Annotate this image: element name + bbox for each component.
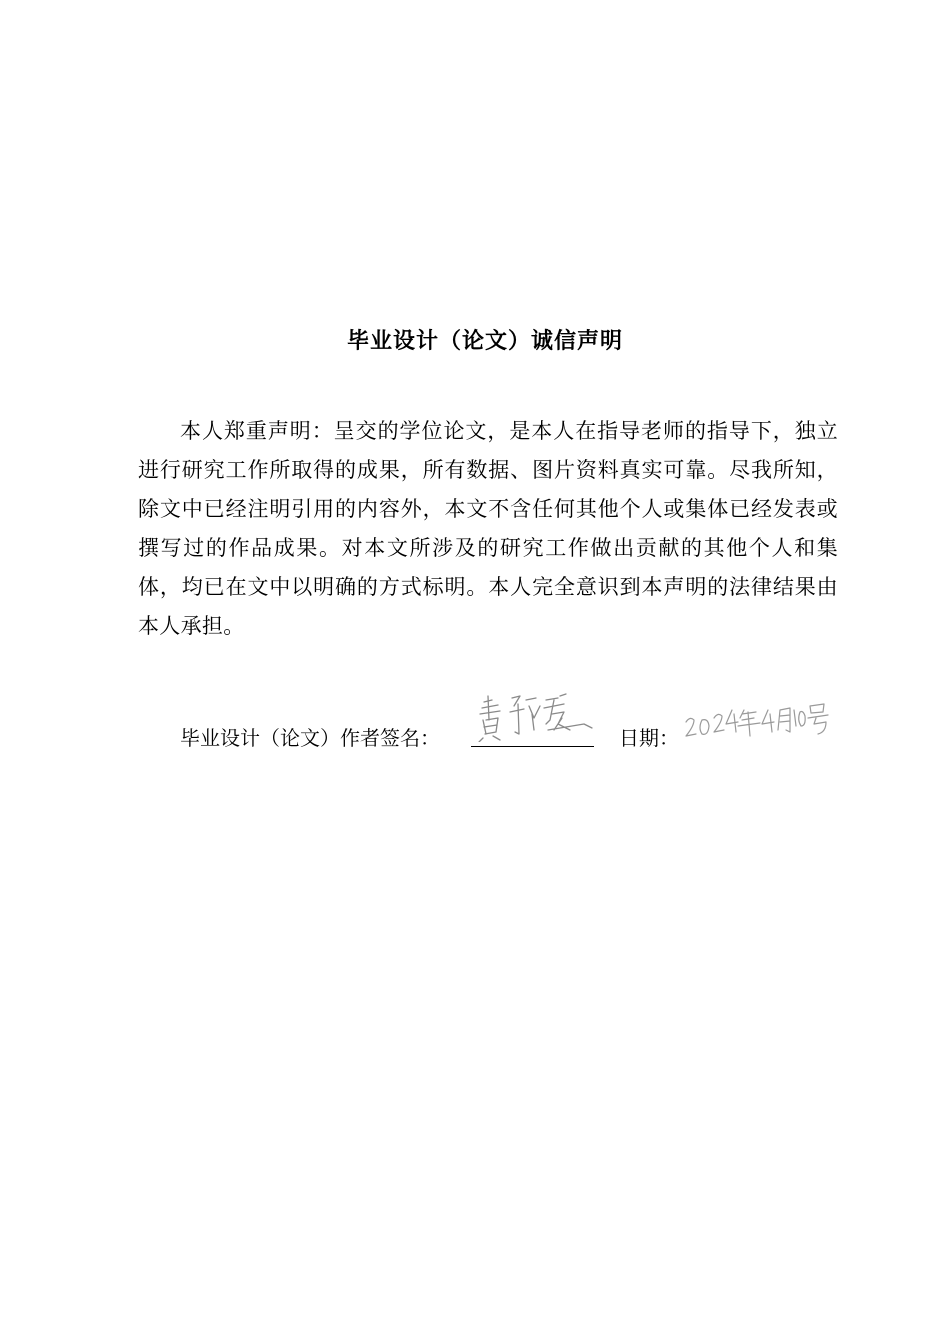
date-label: 日期： (619, 726, 679, 750)
handwritten-signature (474, 690, 596, 742)
document-title: 毕业设计（论文）诚信声明 (346, 329, 623, 354)
declaration-paragraph: 本人郑重声明：呈交的学位论文，是本人在指导老师的指导下，独立进行研究工作所取得的成果，所有数据、图片资料真实可靠。尽我所知，除文中已经注明引用的内容外，本文不含任何其他个人或集体已经发表或撰写过的作品成果。对本文所涉及的研究工作做出贡献的其他个人和集体，均已在文中以明确的方式标明。本人完全意识到本声明的法律结果由本人承担。 (138, 419, 838, 638)
signature-label: 毕业设计（论文）作者签名： (180, 726, 440, 750)
handwritten-date (680, 698, 830, 746)
signature-line (471, 746, 594, 747)
